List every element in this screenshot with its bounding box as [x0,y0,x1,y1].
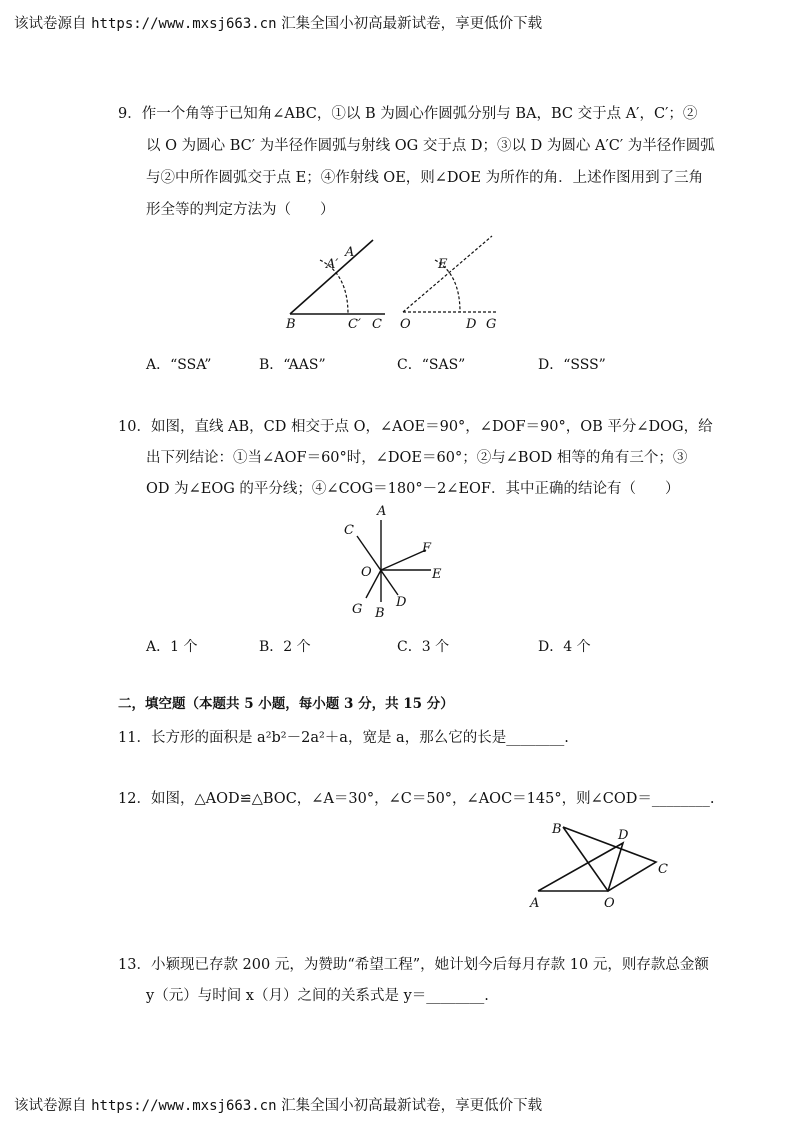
q10-option-d[interactable]: D．4 个 [538,639,591,655]
q12-label-a: A [530,896,540,911]
q9-figures [270,232,510,337]
q9-option-b[interactable]: B．“AAS” [259,357,326,373]
q10-label-o: O [361,565,372,580]
q9-fig1-label-a: A [345,245,355,260]
q11-text: 11．长方形的面积是 a²b²－2a²＋a，宽是 a，那么它的长是________. [118,730,569,746]
q9-option-a[interactable]: A．“SSA” [146,357,212,373]
q10-option-c[interactable]: C．3 个 [397,639,450,655]
q9-line-3: 与②中所作圆弧交于点 E；④作射线 OE，则∠DOE 为所作的角．上述作图用到了三角 [146,170,704,186]
q10-line-2: 出下列结论：①当∠AOF＝60°时，∠DOE＝60°；②与∠BOD 相等的角有三个；③ [146,450,688,466]
q12-label-d: D [618,828,629,843]
header-suffix: 汇集全国小初高最新试卷，享更低价下载 [281,16,543,32]
q9-fig2-label-e: E [438,257,448,272]
q9-fig1-label-c: C [372,317,382,332]
q10-label-f: F [422,541,432,556]
q10-option-b[interactable]: B．2 个 [259,639,311,655]
page-header [14,12,542,33]
q9-figure-angle-abc [285,240,385,332]
q12-label-b: B [552,822,562,837]
q12-figure [520,815,680,915]
q9-figure-angle-doe [400,236,498,332]
q10-option-a[interactable]: A．1 个 [146,639,198,655]
header-url[interactable]: https://www.mxsj663.cn [91,16,277,32]
q9-option-d[interactable]: D．“SSS” [538,357,606,373]
page-footer [14,1094,542,1115]
q13-line-2: y（元）与时间 x（月）之间的关系式是 y＝________. [146,988,489,1004]
q10-label-c: C [344,523,354,538]
q10-line-3: OD 为∠EOG 的平分线；④∠COG＝180°－2∠EOF．其中正确的结论有（ ） [146,481,680,497]
q9-line-1: 9．作一个角等于已知角∠ABC，①以 B 为圆心作圆弧分别与 BA，BC 交于点 A′，C′；② [118,106,698,122]
footer-url[interactable]: https://www.mxsj663.cn [91,1098,277,1114]
q9-fig2-label-d: D [466,317,477,332]
q9-line-4: 形全等的判定方法为（ ） [146,202,335,218]
q12-label-c: C [658,862,668,877]
q9-line-2: 以 O 为圆心 BC′ 为半径作圆弧与射线 OG 交于点 D；③以 D 为圆心 A′C′ 为半径作圆弧 [146,138,715,154]
section-2-title: 二，填空题（本题共 5 小题，每小题 3 分，共 15 分） [118,696,454,712]
q13-line-1: 13．小颖现已存款 200 元，为赞助“希望工程”，她计划今后每月存款 10 元，则存款总金额 [118,957,709,973]
q10-line-1: 10．如图，直线 AB，CD 相交于点 O，∠AOE＝90°，∠DOF＝90°，OB 平分∠DOG，给 [118,419,713,435]
q9-fig1-label-c-prime: C′ [348,317,361,332]
q10-figure [330,500,450,625]
q10-label-b: B [375,606,385,621]
q9-fig2-label-g: G [486,317,497,332]
q10-label-e: E [432,567,442,582]
footer-suffix: 汇集全国小初高最新试卷，享更低价下载 [281,1098,543,1114]
q9-option-c[interactable]: C．“SAS” [397,357,466,373]
header-prefix: 该试卷源自 [14,16,87,32]
q12-label-o: O [604,896,615,911]
q10-label-a: A [377,504,387,519]
q12-text: 12．如图，△AOD≌△BOC，∠A＝30°，∠C＝50°，∠AOC＝145°，则∠COD＝________. [118,791,715,807]
q9-fig2-label-o: O [400,317,411,332]
q9-fig1-label-a-prime: A′ [326,257,339,272]
q9-fig1-label-b: B [286,317,296,332]
footer-prefix: 该试卷源自 [14,1098,87,1114]
q10-label-g: G [352,602,363,617]
q10-label-d: D [396,595,407,610]
